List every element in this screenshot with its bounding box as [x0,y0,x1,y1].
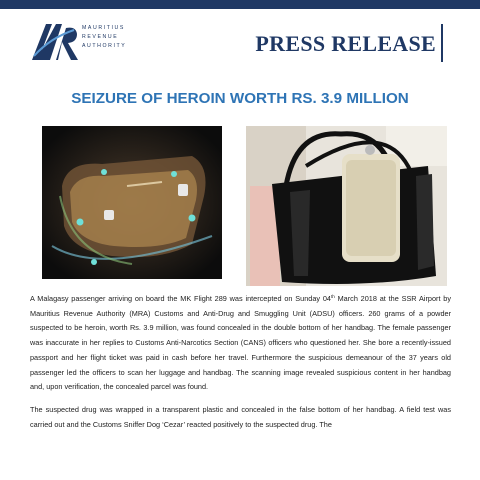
body-text [30,292,451,440]
title-divider [441,24,443,62]
paragraph-1-rest: March 2018 at the SSR Airport by Mauritius Revenue Authority (MRA) Customs and Anti-Drug and Smuggling Unit (ADSU) officers. 260 grams of a powder suspected to be heroin, worth Rs. 3.9 million, was found concealed in the double bottom of her handbag. The female passenger was inaccurate in her replies to Customs Anti-Narcotics Section (CANS) officers who questioned her. She bore a recently-issued passport and her flight ticket was paid in cash before her travel. Furthermore the suspicious demeanour of the 37 years old passenger led the officers to scan her luggage and handbag. The scanning image revealed suspicious content in her handbag and, upon verification, the concealed parcel was found. [30,294,451,392]
top-color-bar [0,0,480,9]
logo-text [82,24,126,51]
mra-logo-mark-icon [30,20,80,62]
logo-line-1: MAURITIUS [82,25,125,31]
headline: SEIZURE OF HEROIN WORTH RS. 3.9 MILLION [71,90,409,107]
paragraph-1 [30,292,451,395]
handbag-photo [246,126,447,286]
logo-line-2: REVENUE [82,34,119,40]
mra-logo [30,20,130,64]
xray-scan-image [42,126,222,279]
paragraph-2: The suspected drug was wrapped in a transparent plastic and concealed in the false bottom of her handbag. A field test was carried out and the Customs Sniffer Dog ‘Cezar’ reacted positively to the suspected drug. The [30,404,451,429]
paragraph-1-start: A Malagasy passenger arriving on board the MK Flight 289 was intercepted on Sunday 04 [30,294,331,303]
logo-line-3: AUTHORITY [82,43,127,49]
ordinal-suffix: th [330,294,335,299]
press-release-title: PRESS RELEASE [255,31,436,56]
